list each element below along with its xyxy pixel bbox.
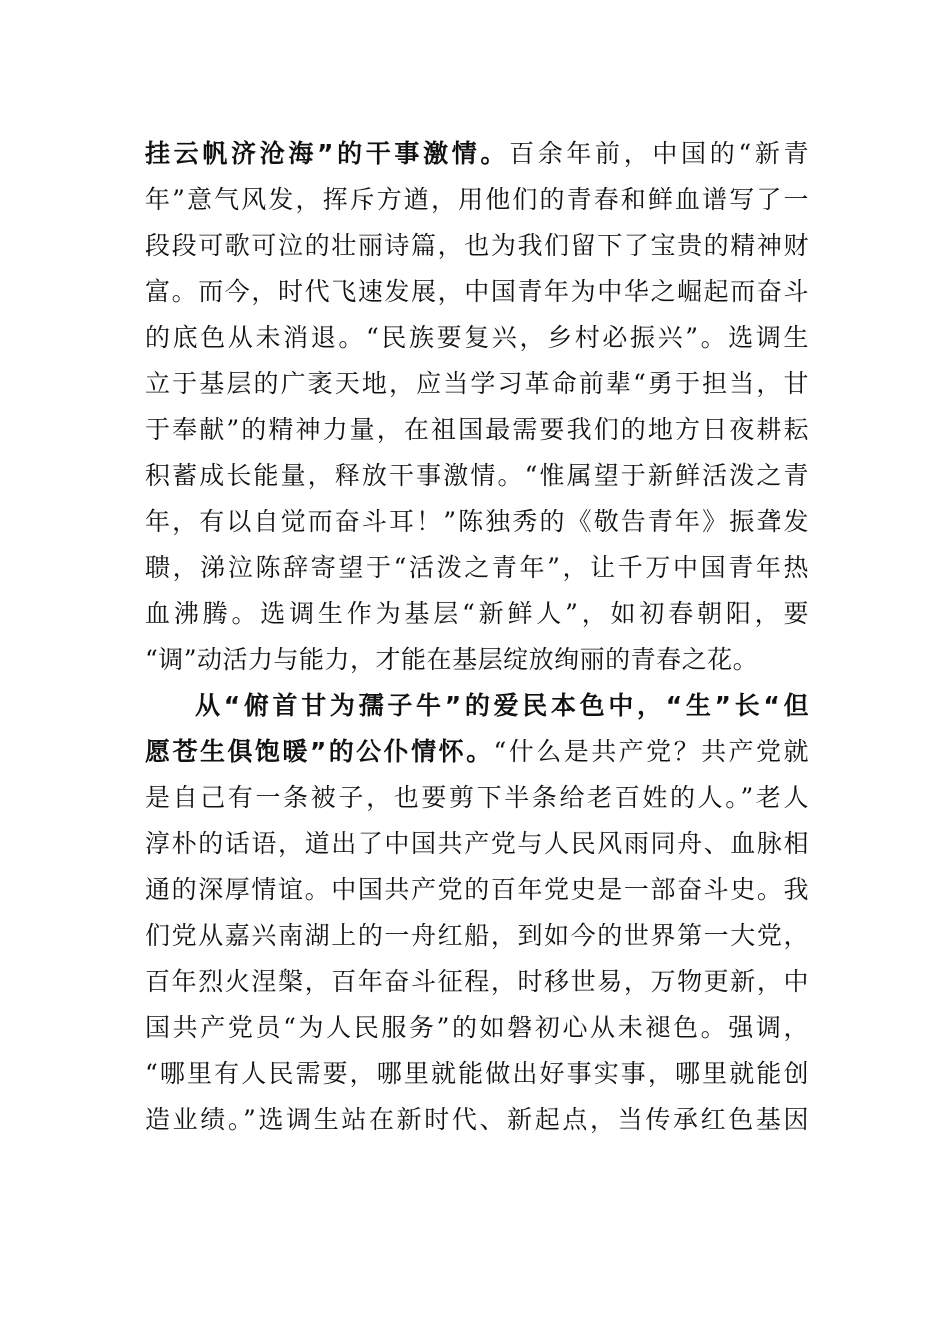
body-text-run: 血沸腾。选调生作为基层“新鲜人”，如初春朝阳，要 <box>145 599 809 628</box>
body-text-run: “调”动活力与能力，才能在基层绽放绚丽的青春之花。 <box>145 645 759 674</box>
body-text-run: “什么是共产党？共产党就 <box>493 737 809 766</box>
text-line <box>145 591 809 637</box>
body-text-run: 年”意气风发，挥斥方遒，用他们的青春和鲜血谱写了一 <box>145 185 809 214</box>
body-text-run: 富。而今，时代飞速发展，中国青年为中华之崛起而奋斗 <box>145 277 809 306</box>
body-text-run: 造业绩。”选调生站在新时代、新起点，当传承红色基因 <box>145 1105 809 1134</box>
text-line <box>145 269 809 315</box>
bold-heading-text: 愿苍生俱饱暖”的公仆情怀。 <box>145 737 494 766</box>
body-text-run: 积蓄成长能量，释放干事激情。“惟属望于新鲜活泼之青 <box>145 461 809 490</box>
text-line <box>145 315 809 361</box>
body-text-run: 淳朴的话语，道出了中国共产党与人民风雨同舟、血脉相 <box>145 829 809 858</box>
bold-heading-text: 从“俯首甘为孺子牛”的爱民本色中，“生”长“但 <box>195 691 809 720</box>
text-line <box>145 1097 809 1143</box>
body-text-run: 百余年前，中国的“新青 <box>509 139 809 168</box>
bold-heading-text: 挂云帆济沧海”的干事激情。 <box>145 139 510 168</box>
body-text-run: 年，有以自觉而奋斗耳！”陈独秀的《敬告青年》振聋发 <box>145 507 809 536</box>
body-text-run: 们党从嘉兴南湖上的一舟红船，到如今的世界第一大党， <box>145 921 809 950</box>
text-line <box>145 361 809 407</box>
body-text-run: 百年烈火涅槃，百年奋斗征程，时移世易，万物更新，中 <box>145 967 809 996</box>
body-text-run: 立于基层的广袤天地，应当学习革命前辈“勇于担当，甘 <box>145 369 809 398</box>
text-line <box>145 775 809 821</box>
text-line <box>145 407 809 453</box>
text-line <box>145 223 809 269</box>
text-line <box>145 1005 809 1051</box>
text-line <box>145 637 809 683</box>
text-line <box>145 821 809 867</box>
text-line <box>145 177 809 223</box>
body-text-run: 段段可歌可泣的壮丽诗篇，也为我们留下了宝贵的精神财 <box>145 231 809 260</box>
body-text <box>145 131 809 1143</box>
text-line <box>145 545 809 591</box>
text-line <box>145 913 809 959</box>
body-text-run: 于奉献”的精神力量，在祖国最需要我们的地方日夜耕耘 <box>145 415 809 444</box>
text-line <box>145 499 809 545</box>
body-text-run: “哪里有人民需要，哪里就能做出好事实事，哪里就能创 <box>145 1059 809 1088</box>
body-text-run: 聩，涕泣陈辞寄望于“活泼之青年”，让千万中国青年热 <box>145 553 809 582</box>
text-line <box>145 729 809 775</box>
text-line-paragraph-start <box>145 683 809 729</box>
text-line <box>145 867 809 913</box>
body-text-run: 的底色从未消退。“民族要复兴，乡村必振兴”。选调生 <box>145 323 809 352</box>
body-text-run: 是自己有一条被子，也要剪下半条给老百姓的人。”老人 <box>145 783 809 812</box>
body-text-run: 通的深厚情谊。中国共产党的百年党史是一部奋斗史。我 <box>145 875 809 904</box>
text-line <box>145 1051 809 1097</box>
text-line <box>145 453 809 499</box>
text-line <box>145 959 809 1005</box>
text-line <box>145 131 809 177</box>
body-text-run: 国共产党员“为人民服务”的如磐初心从未褪色。强调， <box>145 1013 809 1042</box>
